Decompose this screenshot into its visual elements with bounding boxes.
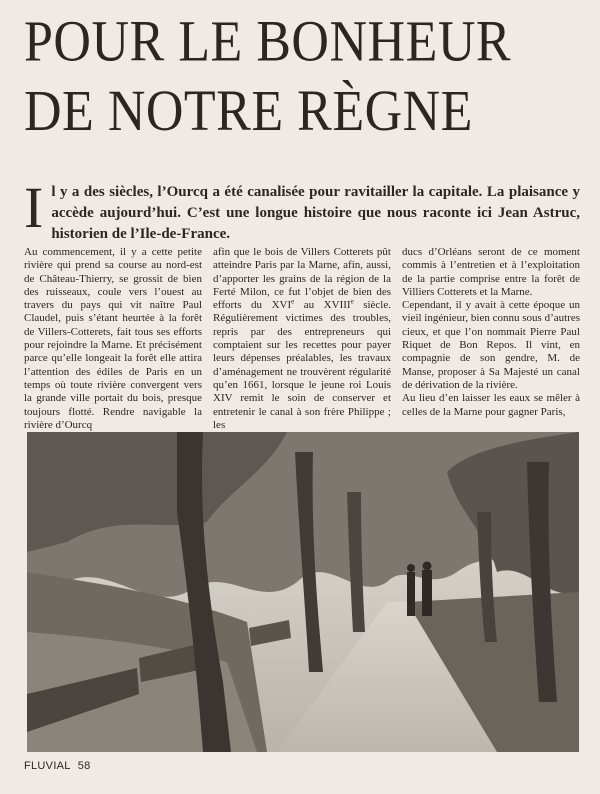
column-3-paragraph-1: ducs d’Orléans seront de ce moment commis à l’entretien et à l’exploitation de la partie comprise entre la forêt de Villiers Cotterets et la Marne. <box>402 246 580 298</box>
drop-cap: I <box>24 175 44 240</box>
column-2-text-c: siècle. Régulièrement victimes des troubles, repris par des entrepreneurs qui comptaient sur les recettes pour payer leurs dépenses préalables, les travaux d’aménagement ne trouvèrent régularité qu’en 1661, lorsque le jeune roi Louis XIV remit le soin de conserver et entretenir le canal à son frère Philippe ; les <box>213 299 391 431</box>
column-2 <box>213 246 391 434</box>
column-3-paragraph-3: Au lieu d’en laisser les eaux se mêler à celles de la Marne pour gagner Paris, <box>402 392 580 418</box>
column-1-text: Au commencement, il y a cette petite rivière qui prend sa course au nord-est de Château-Thierry, se grossit de bien des ruisseaux, coule vers l’ouest au travers du pays qui vit naître Paul Claudel, puis s’étant heurtée à la forêt de Villers-Cotterets, fait tous ses efforts pour rejoindre la Marne. Et précisément parce qu’elle longeait la forêt elle attira l’attention des édiles de Paris en un temps où toute rivière convergent vers la grande ville portait du bois, presque toujours flotté. Rendre navigable la rivière d’Ourcq <box>24 246 202 431</box>
column-3 <box>402 246 580 434</box>
body-columns <box>24 246 580 434</box>
intro-paragraph <box>24 175 580 245</box>
headline-line-1: POUR LE BONHEUR <box>24 10 512 75</box>
headline-line-2: DE NOTRE RÈGNE <box>24 79 473 144</box>
canal-towpath-photo <box>27 432 579 752</box>
photo-illustration <box>27 432 579 752</box>
column-2-text <box>213 246 391 432</box>
column-1 <box>24 246 202 434</box>
headline <box>24 8 580 147</box>
superscript-e-1: e <box>291 297 295 306</box>
superscript-e-2: e <box>350 297 354 306</box>
column-3-paragraph-2: Cependant, il y avait à cette époque un vieil ingénieur, bien connu sous d’autres cieux, et que l’on nommait Pierre Paul Riquet de Bon Repos. Il vint, en compagnie de son gendre, M. de Manse, proposer à Sa Majesté un canal de dérivation de la rivière. <box>402 299 580 391</box>
magazine-name: FLUVIAL <box>24 760 71 772</box>
intro-text: l y a des siècles, l’Ourcq a été canalisée pour ravitailler la capitale. La plaisance y accède aujourd’hui. C’est une longue histoire que nous raconte ici Jean Astruc, historien de l’Ile-de-France. <box>51 184 580 242</box>
column-2-text-b: au XVIII <box>294 299 351 312</box>
page-footer <box>24 760 91 772</box>
column-2-text-a: afin que le bois de Villers Cotterets pût atteindre Paris par la Marne, afin, aussi, d’apporter les grains de la région de la Ferté Milon, ce fut l’objet de bien des efforts du XVI <box>213 246 391 312</box>
page-number: 58 <box>77 760 91 772</box>
